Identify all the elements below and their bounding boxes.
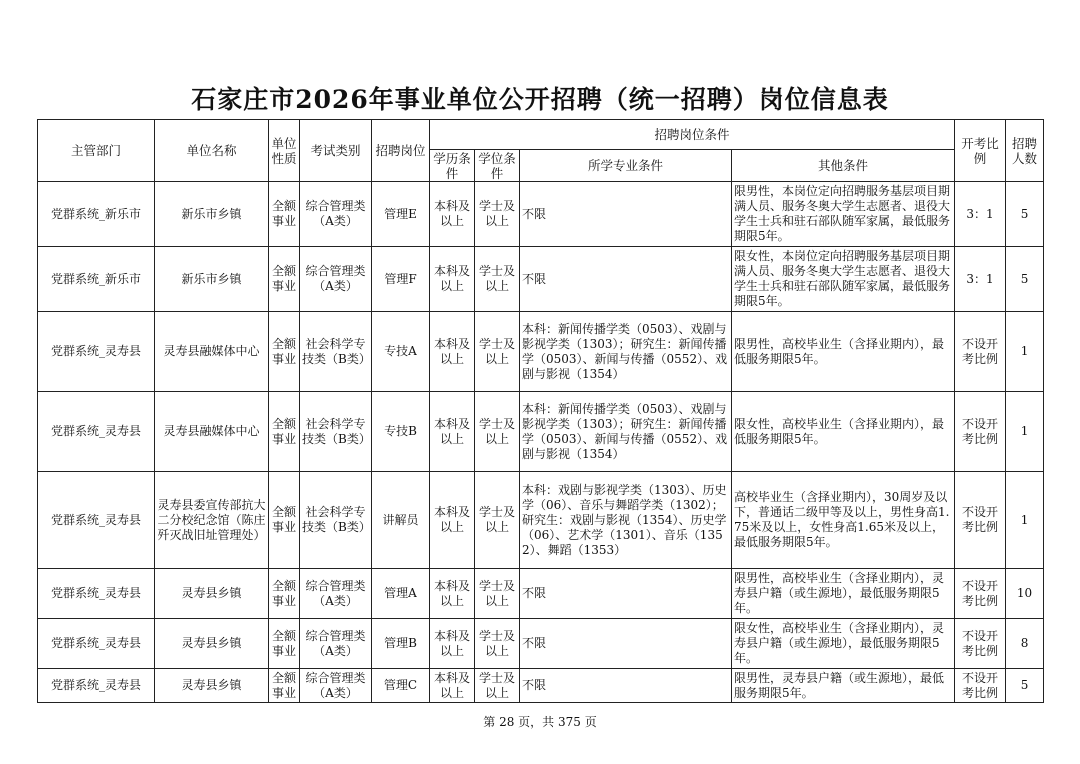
degree-cell: 学士及以上 bbox=[475, 312, 520, 392]
count-cell: 5 bbox=[1006, 247, 1044, 312]
count-cell: 1 bbox=[1006, 392, 1044, 472]
edu-cell: 本科及以上 bbox=[430, 619, 475, 669]
dept-cell: 党群系统_新乐市 bbox=[38, 182, 155, 247]
nature-cell: 全额事业 bbox=[269, 182, 300, 247]
exam-cell: 综合管理类（A类） bbox=[300, 182, 372, 247]
unit-cell: 灵寿县融媒体中心 bbox=[155, 312, 269, 392]
table-row bbox=[38, 569, 1044, 619]
degree-cell: 学士及以上 bbox=[475, 619, 520, 669]
unit-cell: 灵寿县委宣传部抗大二分校纪念馆（陈庄歼灭战旧址管理处） bbox=[155, 472, 269, 569]
exam-cell: 综合管理类（A类） bbox=[300, 247, 372, 312]
ratio-cell: 不设开考比例 bbox=[955, 392, 1006, 472]
other-cell: 限男性，灵寿县户籍（或生源地），最低服务期限5年。 bbox=[732, 669, 955, 703]
degree-cell: 学士及以上 bbox=[475, 392, 520, 472]
count-cell: 10 bbox=[1006, 569, 1044, 619]
other-cell: 限女性，高校毕业生（含择业期内），最低服务期限5年。 bbox=[732, 392, 955, 472]
major-cell: 本科：戏剧与影视学类（1303）、历史学（06）、音乐与舞蹈学类（1302）；研究生：戏剧与影视（1354）、历史学（06）、艺术学（1301）、音乐（1352）、舞蹈（1353） bbox=[520, 472, 732, 569]
unit-cell: 新乐市乡镇 bbox=[155, 247, 269, 312]
header-degree: 学位条件 bbox=[475, 150, 520, 182]
major-cell: 不限 bbox=[520, 619, 732, 669]
exam-cell: 社会科学专技类（B类） bbox=[300, 472, 372, 569]
ratio-cell: 不设开考比例 bbox=[955, 669, 1006, 703]
major-cell: 不限 bbox=[520, 247, 732, 312]
post-cell: 管理A bbox=[372, 569, 430, 619]
nature-cell: 全额事业 bbox=[269, 619, 300, 669]
nature-cell: 全额事业 bbox=[269, 247, 300, 312]
post-cell: 管理B bbox=[372, 619, 430, 669]
edu-cell: 本科及以上 bbox=[430, 669, 475, 703]
table-row bbox=[38, 472, 1044, 569]
count-cell: 5 bbox=[1006, 182, 1044, 247]
edu-cell: 本科及以上 bbox=[430, 472, 475, 569]
edu-cell: 本科及以上 bbox=[430, 312, 475, 392]
post-cell: 管理F bbox=[372, 247, 430, 312]
unit-cell: 灵寿县乡镇 bbox=[155, 619, 269, 669]
unit-cell: 灵寿县乡镇 bbox=[155, 669, 269, 703]
header-major: 所学专业条件 bbox=[520, 150, 732, 182]
count-cell: 8 bbox=[1006, 619, 1044, 669]
other-cell: 限女性，本岗位定向招聘服务基层项目期满人员、服务冬奥大学生志愿者、退役大学生士兵和驻石部队随军家属，最低服务期限5年。 bbox=[732, 247, 955, 312]
header-other: 其他条件 bbox=[732, 150, 955, 182]
table-row bbox=[38, 619, 1044, 669]
header-post: 招聘岗位 bbox=[372, 120, 430, 182]
other-cell: 限男性，高校毕业生（含择业期内），灵寿县户籍（或生源地），最低服务期限5年。 bbox=[732, 569, 955, 619]
ratio-cell: 不设开考比例 bbox=[955, 619, 1006, 669]
exam-cell: 综合管理类（A类） bbox=[300, 669, 372, 703]
positions-table bbox=[37, 119, 1044, 703]
degree-cell: 学士及以上 bbox=[475, 472, 520, 569]
table-row bbox=[38, 392, 1044, 472]
exam-cell: 社会科学专技类（B类） bbox=[300, 392, 372, 472]
other-cell: 限女性，高校毕业生（含择业期内），灵寿县户籍（或生源地），最低服务期限5年。 bbox=[732, 619, 955, 669]
exam-cell: 综合管理类（A类） bbox=[300, 619, 372, 669]
nature-cell: 全额事业 bbox=[269, 472, 300, 569]
header-dept: 主管部门 bbox=[38, 120, 155, 182]
header-count: 招聘人数 bbox=[1006, 120, 1044, 182]
post-cell: 专技A bbox=[372, 312, 430, 392]
post-cell: 专技B bbox=[372, 392, 430, 472]
header-conditions: 招聘岗位条件 bbox=[430, 120, 955, 150]
table-row bbox=[38, 669, 1044, 703]
document-title: 石家庄市2026年事业单位公开招聘（统一招聘）岗位信息表 bbox=[191, 85, 889, 114]
count-cell: 5 bbox=[1006, 669, 1044, 703]
ratio-cell: 不设开考比例 bbox=[955, 312, 1006, 392]
dept-cell: 党群系统_灵寿县 bbox=[38, 392, 155, 472]
table-row bbox=[38, 182, 1044, 247]
dept-cell: 党群系统_灵寿县 bbox=[38, 619, 155, 669]
major-cell: 不限 bbox=[520, 182, 732, 247]
degree-cell: 学士及以上 bbox=[475, 669, 520, 703]
header-edu: 学历条件 bbox=[430, 150, 475, 182]
major-cell: 本科：新闻传播学类（0503）、戏剧与影视学类（1303）；研究生：新闻传播学（0503）、新闻与传播（0552）、戏剧与影视（1354） bbox=[520, 312, 732, 392]
major-cell: 不限 bbox=[520, 669, 732, 703]
unit-cell: 灵寿县融媒体中心 bbox=[155, 392, 269, 472]
edu-cell: 本科及以上 bbox=[430, 182, 475, 247]
header-ratio: 开考比例 bbox=[955, 120, 1006, 182]
header-unit: 单位名称 bbox=[155, 120, 269, 182]
ratio-cell: 不设开考比例 bbox=[955, 569, 1006, 619]
edu-cell: 本科及以上 bbox=[430, 569, 475, 619]
post-cell: 管理E bbox=[372, 182, 430, 247]
nature-cell: 全额事业 bbox=[269, 669, 300, 703]
ratio-cell: 3：1 bbox=[955, 182, 1006, 247]
edu-cell: 本科及以上 bbox=[430, 247, 475, 312]
other-cell: 高校毕业生（含择业期内），30周岁及以下，普通话二级甲等及以上，男性身高1.75米及以上，女性身高1.65米及以上，最低服务期限5年。 bbox=[732, 472, 955, 569]
major-cell: 不限 bbox=[520, 569, 732, 619]
header-exam: 考试类别 bbox=[300, 120, 372, 182]
page-footer: 第 28 页，共 375 页 bbox=[483, 715, 597, 729]
nature-cell: 全额事业 bbox=[269, 392, 300, 472]
unit-cell: 灵寿县乡镇 bbox=[155, 569, 269, 619]
nature-cell: 全额事业 bbox=[269, 569, 300, 619]
dept-cell: 党群系统_灵寿县 bbox=[38, 312, 155, 392]
nature-cell: 全额事业 bbox=[269, 312, 300, 392]
other-cell: 限男性，本岗位定向招聘服务基层项目期满人员、服务冬奥大学生志愿者、退役大学生士兵和驻石部队随军家属，最低服务期限5年。 bbox=[732, 182, 955, 247]
ratio-cell: 不设开考比例 bbox=[955, 472, 1006, 569]
count-cell: 1 bbox=[1006, 472, 1044, 569]
dept-cell: 党群系统_新乐市 bbox=[38, 247, 155, 312]
major-cell: 本科：新闻传播学类（0503）、戏剧与影视学类（1303）；研究生：新闻传播学（0503）、新闻与传播（0552）、戏剧与影视（1354） bbox=[520, 392, 732, 472]
header-nature: 单位性质 bbox=[269, 120, 300, 182]
degree-cell: 学士及以上 bbox=[475, 569, 520, 619]
table-row bbox=[38, 312, 1044, 392]
edu-cell: 本科及以上 bbox=[430, 392, 475, 472]
other-cell: 限男性，高校毕业生（含择业期内），最低服务期限5年。 bbox=[732, 312, 955, 392]
table-row bbox=[38, 247, 1044, 312]
dept-cell: 党群系统_灵寿县 bbox=[38, 569, 155, 619]
exam-cell: 综合管理类（A类） bbox=[300, 569, 372, 619]
count-cell: 1 bbox=[1006, 312, 1044, 392]
exam-cell: 社会科学专技类（B类） bbox=[300, 312, 372, 392]
ratio-cell: 3：1 bbox=[955, 247, 1006, 312]
post-cell: 讲解员 bbox=[372, 472, 430, 569]
dept-cell: 党群系统_灵寿县 bbox=[38, 669, 155, 703]
unit-cell: 新乐市乡镇 bbox=[155, 182, 269, 247]
dept-cell: 党群系统_灵寿县 bbox=[38, 472, 155, 569]
degree-cell: 学士及以上 bbox=[475, 247, 520, 312]
degree-cell: 学士及以上 bbox=[475, 182, 520, 247]
post-cell: 管理C bbox=[372, 669, 430, 703]
